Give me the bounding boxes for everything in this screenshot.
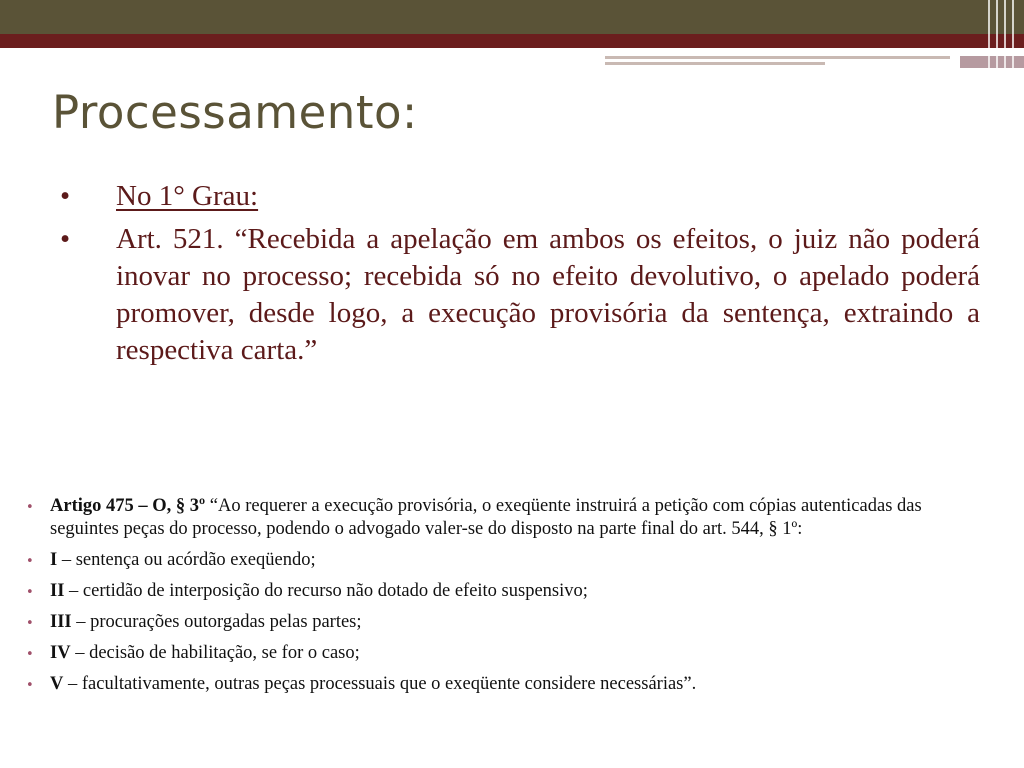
bullet-glyph: • (26, 678, 34, 693)
bullet-glyph: • (60, 223, 71, 255)
header-band-olive (0, 0, 1024, 34)
list-item (60, 178, 980, 215)
item-text: – procurações outorgadas pelas partes; (71, 612, 362, 632)
item-text: “Ao requerer a execução provisória, o exeqüente instruirá a petição com cópias autenticadas das seguintes peças do processo, podendo o advogado valer-se do disposto na parte final do art. 544, § 1º: (50, 496, 922, 539)
item-label: V (50, 674, 64, 694)
article-quote: Art. 521. “Recebida a apelação em ambos os efeitos, o juiz não poderá inovar no processo; recebida só no efeito devolutivo, o apelado poderá promover, desde logo, a execução provisória da sentença, extraindo a respectiva carta.” (116, 223, 980, 366)
decorative-stripes (984, 0, 1024, 72)
bullet-glyph: • (26, 585, 34, 600)
bullet-glyph: • (26, 500, 34, 515)
item-text: – certidão de interposição do recurso não dotado de efeito suspensivo; (64, 581, 588, 601)
item-label: III (50, 612, 72, 632)
list-item (60, 221, 980, 369)
decorative-line (605, 62, 825, 65)
list-item (24, 642, 984, 665)
main-bullet-list (60, 178, 980, 375)
bullet-glyph: • (60, 180, 71, 212)
list-item (24, 580, 984, 603)
item-label: Artigo 475 – O, § 3º (50, 496, 206, 516)
slide-title: Processamento: (52, 86, 418, 139)
item-text: – sentença ou acórdão exeqüendo; (57, 550, 316, 570)
item-label: IV (50, 643, 71, 663)
item-text: – decisão de habilitação, se for o caso; (70, 643, 360, 663)
decorative-line (605, 56, 950, 59)
list-item (24, 495, 984, 541)
bullet-glyph: • (26, 647, 34, 662)
header-band-maroon (0, 34, 1024, 48)
sub-bullet-list (24, 495, 984, 704)
bullet-glyph: • (26, 554, 34, 569)
list-item (24, 549, 984, 572)
item-label: II (50, 581, 65, 601)
item-text: – facultativamente, outras peças processuais que o exeqüente considere necessárias”. (63, 674, 697, 694)
list-item (24, 673, 984, 696)
bullet-glyph: • (26, 616, 34, 631)
item-label: I (50, 550, 58, 570)
degree-heading: No 1° Grau: (116, 180, 259, 212)
list-item (24, 611, 984, 634)
